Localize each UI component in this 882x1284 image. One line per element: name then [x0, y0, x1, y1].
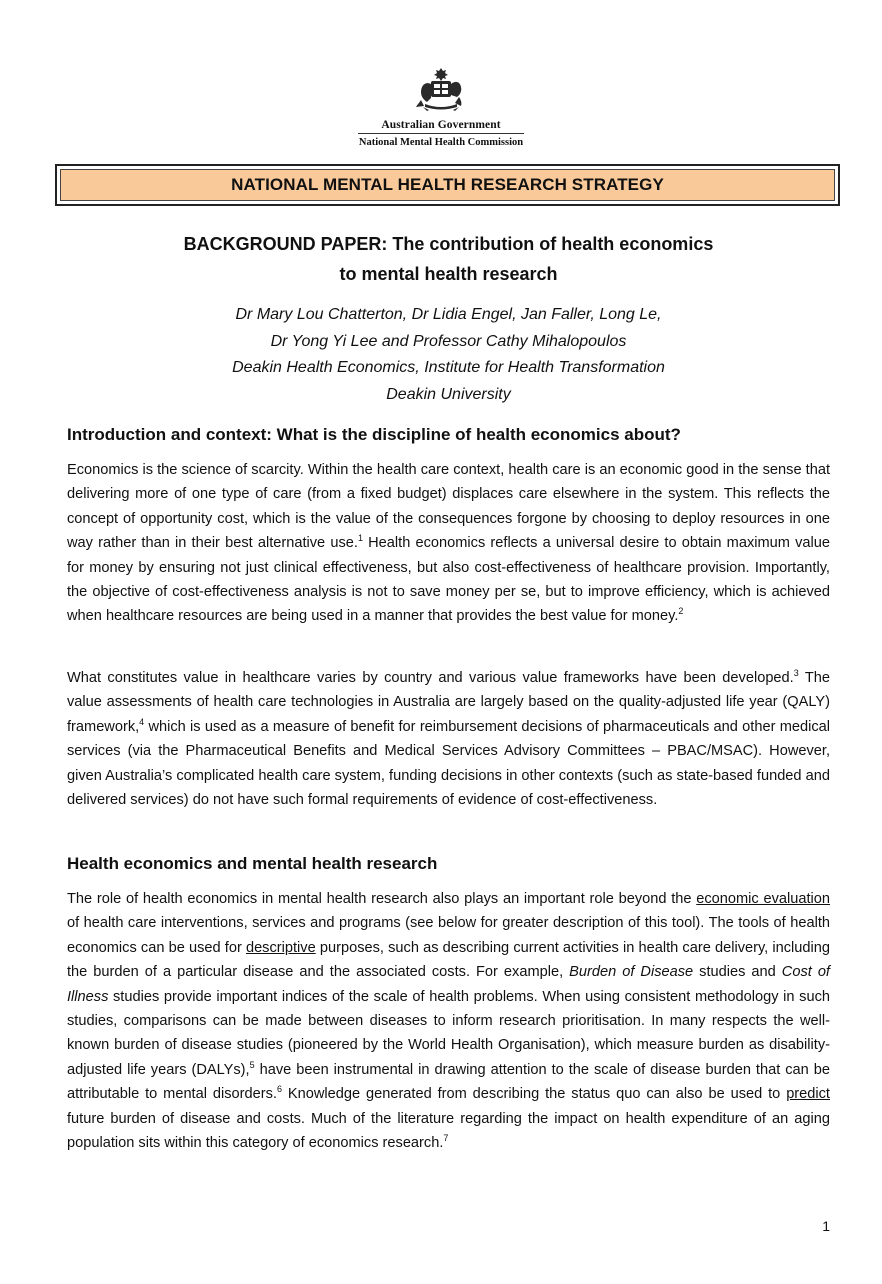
footnote-ref-5[interactable]: 5: [249, 1059, 255, 1070]
economic-evaluation-term: economic evaluation: [696, 891, 831, 907]
intro-heading: Introduction and context: What is the discipline of health economics about?: [67, 425, 681, 444]
university: Deakin University: [386, 385, 511, 403]
commission-name: National Mental Health Commission: [358, 137, 524, 148]
strategy-banner: [55, 164, 840, 206]
strategy-title: NATIONAL MENTAL HEALTH RESEARCH STRATEGY: [231, 175, 664, 194]
authors-line-2: Dr Yong Yi Lee and Professor Cathy Mihalopoulos: [270, 332, 627, 350]
coat-of-arms-icon: [415, 66, 467, 112]
paper-title-line-2: to mental health research: [339, 264, 558, 284]
cost-of-illness-term: Cost of Illness: [67, 964, 830, 1005]
page-number: 1: [822, 1218, 830, 1234]
health-economics-paragraph: The role of health economics in mental health research also plays an important role beyond the economic evaluation of health care interventions, services and programs (see below for greater description of this tool). The tools of health economics can be used for descriptive purposes, such as describing current activities in health care delivery, including the burden of a particular disease and the associated costs. For example, Burden of Disease studies and Cost of Illness studies provide important indices of the scale of health problems. When using consistent methodology in such studies, comparisons can be made between diseases to inform research prioritisation. In many respects the well-known burden of disease studies (pioneered by the World Health Organisation), which measure burden as disability-adjusted life years (DALYs),$^5$ have been instrumental in drawing attention to the scale of disease burden that can be attributable to mental disorders.$^6$ Knowledge generated from describing the status quo can also be used to predict future burden of disease and costs. Much of the literature regarding the impact on health expenditure of an aging population sits within this category of economics research.$^7$: [67, 891, 831, 1152]
predict-term: predict: [786, 1086, 830, 1103]
paper-title: [100, 229, 797, 289]
footnote-ref-6[interactable]: 6: [276, 1084, 282, 1095]
intro-paragraph-2: What constitutes value in healthcare varies by country and various value frameworks have been developed.$^3$ The value assessments of health care technologies in Australia are largely based on the quality-adjusted life year (QALY) framework,$^4$ which is used as a measure of benefit for reimbursement decisions of pharmaceuticals and other medical services (via the Pharmaceutical Benefits and Medical Services Advisory Committees – PBAC/MSAC). However, given Australia’s complicated health care system, funding decisions in other contexts (such as state-based funded and delivered services) do not have such formal requirements of evidence of cost-effectiveness.: [67, 668, 830, 809]
paper-title-line-1: BACKGROUND PAPER: The contribution of health economics: [183, 234, 714, 254]
footnote-ref-7[interactable]: 7: [443, 1133, 449, 1144]
burden-of-disease-term: Burden of Disease: [569, 964, 694, 981]
affiliation: Deakin Health Economics, Institute for Health Transformation: [232, 359, 665, 376]
health-economics-heading: Health economics and mental health research: [67, 854, 438, 873]
branding-divider: [358, 133, 524, 134]
footnote-ref-2[interactable]: 2: [678, 606, 684, 617]
government-name: Australian Government: [381, 119, 501, 131]
government-branding: [340, 118, 542, 149]
strategy-banner-fill: [60, 169, 835, 201]
footnote-ref-1[interactable]: 1: [357, 533, 363, 544]
descriptive-term: descriptive: [245, 939, 316, 956]
footnote-ref-4[interactable]: 4: [139, 716, 145, 727]
intro-paragraph-1: Economics is the science of scarcity. Within the health care context, health care is an economic good in the sense that delivering more of one type of care (from a fixed budget) displaces care elsewhere in the system. This reflects the concept of opportunity cost, which is the value of the consequences forgone by choosing to deploy resources in one way rather than in their best alternative use.$^1$ Health economics reflects a universal desire to obtain maximum value for money by ensuring not just clinical effectiveness, but also cost-effectiveness of healthcare provision. Importantly, the objective of cost-effectiveness analysis is not to save money per se, but to improve efficiency, which is achieved when healthcare resources are being used in a manner that provides the best value for money.$^2$: [67, 462, 830, 625]
footnote-ref-3[interactable]: 3: [793, 668, 799, 678]
author-block: [100, 302, 797, 408]
authors-line-1: Dr Mary Lou Chatterton, Dr Lidia Engel, Jan Faller, Long Le,: [235, 306, 662, 323]
